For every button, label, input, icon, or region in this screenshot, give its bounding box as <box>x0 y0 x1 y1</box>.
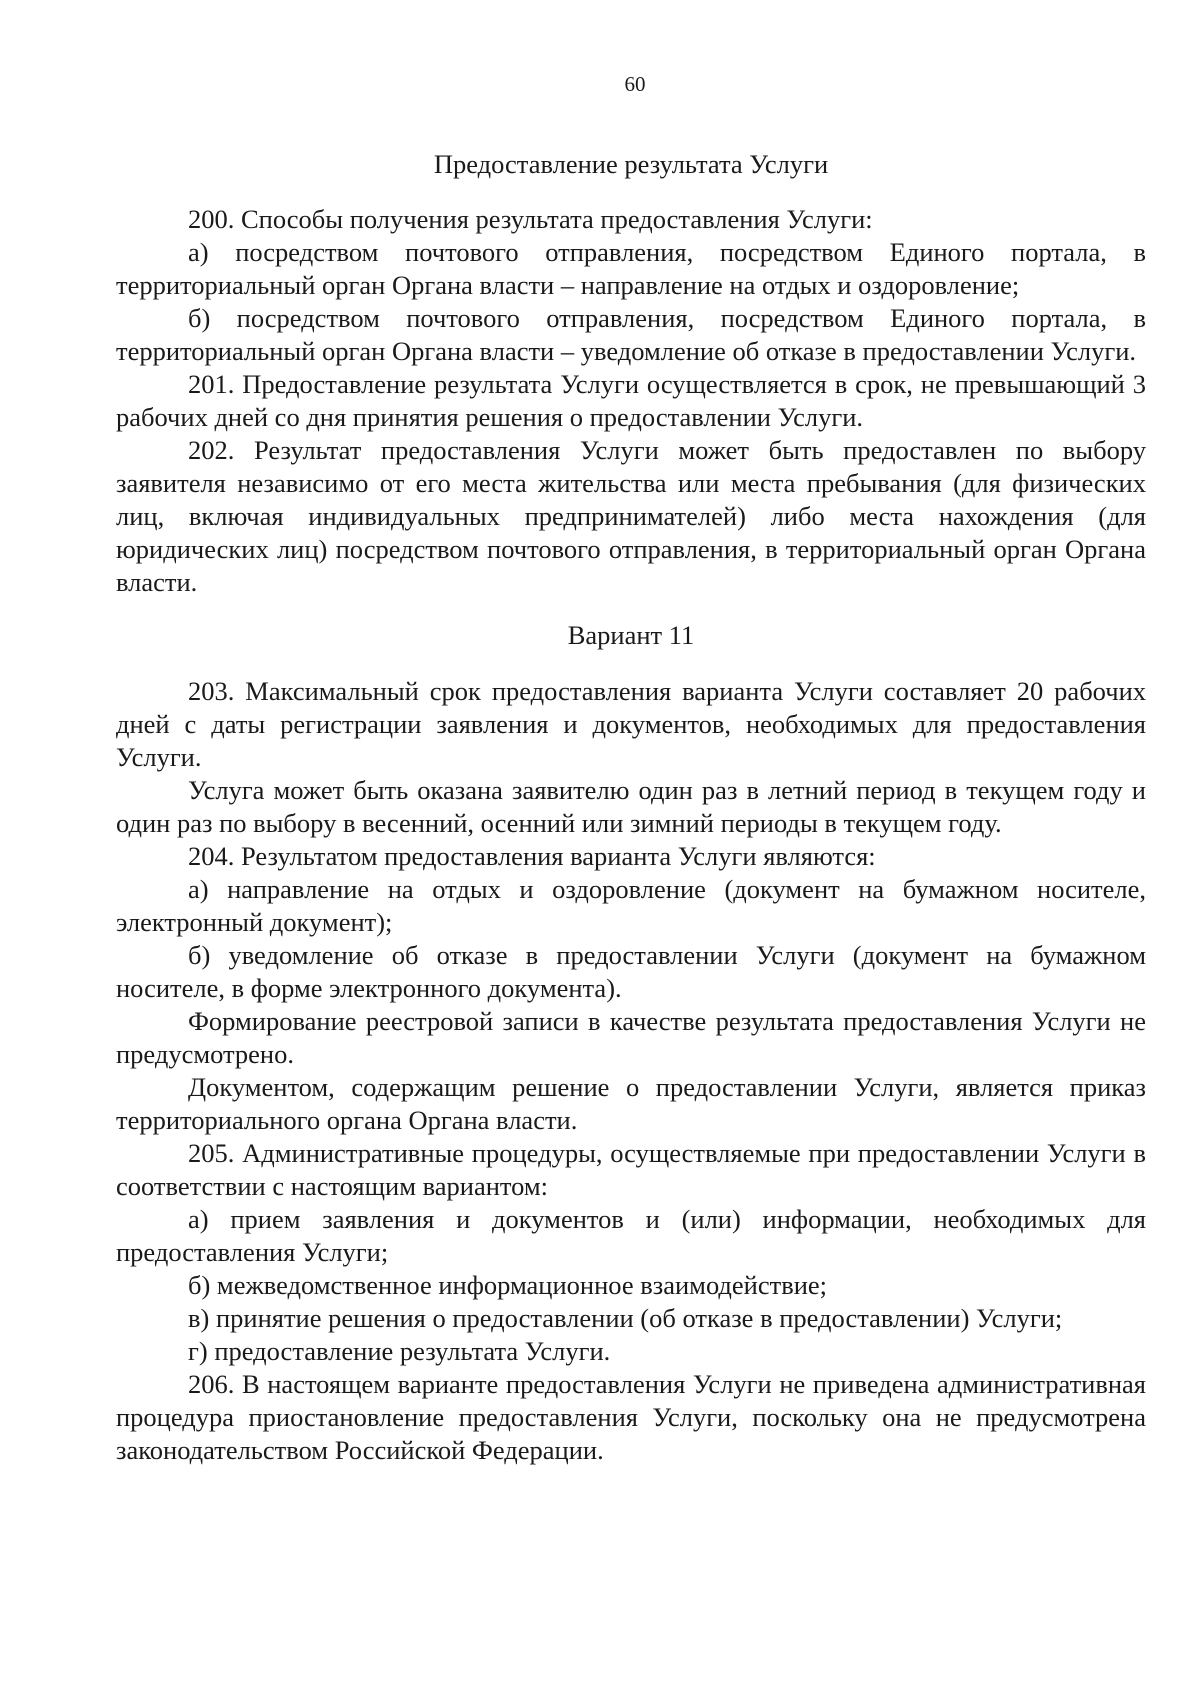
paragraph-204-decision: Документом, содержащим решение о предоставлении Услуги, является приказ территориального органа Органа власти. <box>116 1072 1146 1135</box>
section-heading-result: Предоставление результата Услуги <box>433 149 829 179</box>
paragraph-204: 204. Результатом предоставления варианта Услуги являются: <box>188 841 876 871</box>
paragraph-205-b: б) межведомственное информационное взаимодействие; <box>188 1270 828 1300</box>
paragraph-206: 206. В настоящем варианте предоставления Услуги не приведена административная процедура приостановление предоставления Услуги, поскольку она не предусмотрена законодательством Российской Федерации. <box>116 1369 1146 1465</box>
paragraph-205-v: в) принятие решения о предоставлении (об отказе в предоставлении) Услуги; <box>188 1303 1063 1333</box>
paragraph-203-note: Услуга может быть оказана заявителю один раз в летний период в текущем году и один раз по выбору в весенний, осенний или зимний периоды в текущем году. <box>116 775 1146 838</box>
paragraph-200-b: б) посредством почтового отправления, посредством Единого портала, в территориальный орган Органа власти – уведомление об отказе в предоставлении Услуги. <box>116 303 1146 366</box>
paragraph-203: 203. Максимальный срок предоставления варианта Услуги составляет 20 рабочих дней с даты регистрации заявления и документов, необходимых для предоставления Услуги. <box>116 676 1146 772</box>
document-body <box>116 148 1146 1467</box>
section-heading-variant: Вариант 11 <box>567 620 695 650</box>
paragraph-205: 205. Административные процедуры, осуществляемые при предоставлении Услуги в соответствии с настоящим вариантом: <box>116 1138 1146 1201</box>
paragraph-205-g: г) предоставление результата Услуги. <box>188 1336 611 1366</box>
paragraph-202: 202. Результат предоставления Услуги может быть предоставлен по выбору заявителя независимо от его места жительства или места пребывания (для физических лиц, включая индивидуальных предпринимателей) либо места нахождения (для юридических лиц) посредством почтового отправления, в территориальный орган Органа власти. <box>116 435 1146 597</box>
page-number: 60 <box>624 72 646 96</box>
paragraph-204-a: а) направление на отдых и оздоровление (документ на бумажном носителе, электронный документ); <box>116 874 1146 937</box>
paragraph-205-a: а) прием заявления и документов и (или) информации, необходимых для предоставления Услуги; <box>116 1204 1146 1267</box>
paragraph-201: 201. Предоставление результата Услуги осуществляется в срок, не превышающий 3 рабочих дней со дня принятия решения о предоставлении Услуги. <box>116 369 1146 432</box>
paragraph-200: 200. Способы получения результата предоставления Услуги: <box>188 204 873 234</box>
paragraph-204-registry: Формирование реестровой записи в качестве результата предоставления Услуги не предусмотрено. <box>116 1006 1146 1069</box>
paragraph-200-a: а) посредством почтового отправления, посредством Единого портала, в территориальный орган Органа власти – направление на отдых и оздоровление; <box>116 237 1146 300</box>
paragraph-204-b: б) уведомление об отказе в предоставлении Услуги (документ на бумажном носителе, в форме электронного документа). <box>116 940 1146 1003</box>
